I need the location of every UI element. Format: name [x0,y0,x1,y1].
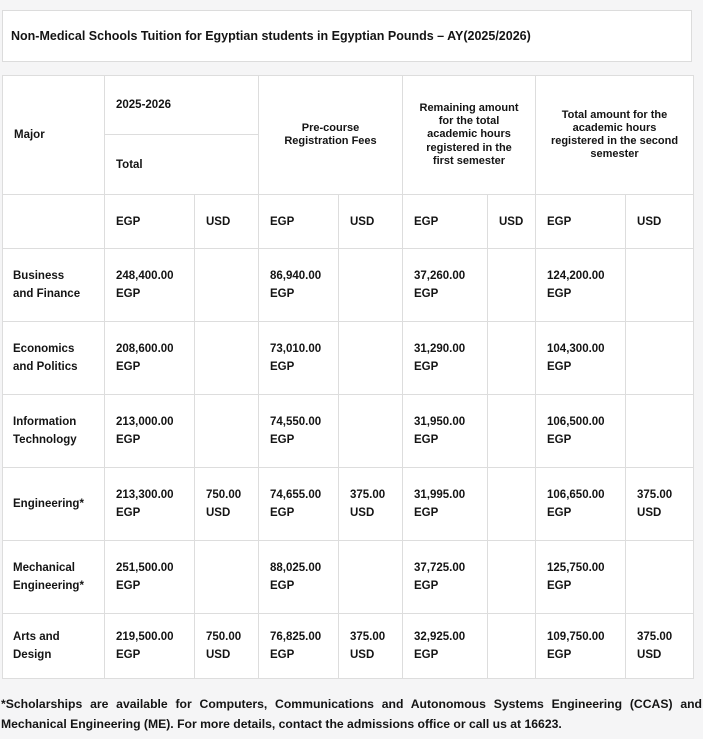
currency-header-usd-2: USD [339,195,403,249]
currency-header-egp-1: EGP [105,195,195,249]
amount-value: 208,600.00 [116,343,174,355]
header-total: Total [105,135,259,195]
amount-cell [195,322,259,395]
amount-value: 251,500.00 [116,562,174,574]
amount-currency: EGP [270,649,295,661]
amount-currency: EGP [414,288,439,300]
amount-cell [105,322,195,395]
amount-cell [536,395,626,468]
amount-currency: EGP [270,361,295,373]
amount-cell [339,249,403,322]
amount-currency: EGP [547,649,572,661]
amount-cell [488,249,536,322]
amount-cell [339,468,403,541]
major-cell: Economics and Politics [3,322,105,395]
amount-value: 750.00 [206,631,242,643]
table-row-engineering [3,468,694,541]
amount-value: 213,000.00 [116,416,174,428]
amount-currency: USD [350,649,375,661]
amount-currency: EGP [414,361,439,373]
amount-cell [403,322,488,395]
page-title: Non-Medical Schools Tuition for Egyptian students in Egyptian Pounds – AY(2025/2026) [11,29,531,43]
amount-cell [339,541,403,614]
amount-value: 86,940.00 [270,270,322,282]
amount-currency: USD [637,507,662,519]
amount-currency: EGP [414,649,439,661]
table-row-business-and-finance [3,249,694,322]
amount-value: 74,550.00 [270,416,322,428]
amount-cell [403,249,488,322]
amount-cell [403,395,488,468]
amount-currency: EGP [547,434,572,446]
amount-cell [488,395,536,468]
amount-currency: EGP [116,507,141,519]
tuition-table [2,75,694,679]
amount-value: 375.00 [637,489,673,501]
amount-currency: EGP [270,288,295,300]
amount-cell [105,614,195,679]
table-row-mechanical-engineering [3,541,694,614]
amount-currency: EGP [547,580,572,592]
amount-value: 31,950.00 [414,416,466,428]
amount-value: 31,995.00 [414,489,466,501]
title-card [2,10,692,62]
amount-cell [105,395,195,468]
amount-cell [536,322,626,395]
major-cell: Business and Finance [3,249,105,322]
amount-value: 248,400.00 [116,270,174,282]
amount-cell [259,541,339,614]
header-row-year [3,76,694,135]
header-pre-course-fees: Pre-course Registration Fees [259,76,403,195]
amount-currency: USD [637,649,662,661]
amount-currency: USD [206,507,231,519]
table-row-arts-and-design [3,614,694,679]
amount-currency: EGP [547,507,572,519]
currency-header-row [3,195,694,249]
amount-cell [626,395,694,468]
amount-cell [195,395,259,468]
amount-value: 109,750.00 [547,631,605,643]
amount-value: 37,260.00 [414,270,466,282]
amount-currency: EGP [116,288,141,300]
amount-cell [488,468,536,541]
amount-value: 74,655.00 [270,489,322,501]
scholarship-footnote: *Scholarships are available for Computers, Communications and Autonomous Systems Engineering (CCAS) and Mechanical Engineering (ME). For more details, contact the admissions office or call us at 16623. [1,697,702,731]
header-total-second-semester: Total amount for the academic hours registered in the second semester [536,76,694,195]
amount-currency: EGP [116,434,141,446]
amount-cell [403,614,488,679]
major-cell: Engineering* [3,468,105,541]
amount-currency: USD [350,507,375,519]
amount-currency: EGP [270,507,295,519]
amount-value: 124,200.00 [547,270,605,282]
amount-cell [488,614,536,679]
amount-currency: EGP [270,434,295,446]
currency-header-egp-3: EGP [403,195,488,249]
currency-header-usd-4: USD [626,195,694,249]
amount-value: 106,500.00 [547,416,605,428]
major-cell: Information Technology [3,395,105,468]
amount-currency: EGP [116,580,141,592]
amount-cell [259,395,339,468]
amount-cell [403,468,488,541]
amount-cell [339,395,403,468]
amount-value: 31,290.00 [414,343,466,355]
amount-value: 375.00 [637,631,673,643]
amount-cell [488,322,536,395]
amount-currency: EGP [270,580,295,592]
amount-cell [259,249,339,322]
amount-cell [105,541,195,614]
header-major: Major [3,76,105,195]
amount-cell [626,249,694,322]
page [0,10,703,734]
amount-currency: EGP [414,507,439,519]
amount-currency: EGP [414,580,439,592]
currency-header-empty [3,195,105,249]
amount-cell [626,541,694,614]
header-remaining-first-semester: Remaining amount for the total academic hours registered in the first semester [403,76,536,195]
amount-cell [195,468,259,541]
amount-currency: EGP [547,361,572,373]
amount-cell [105,468,195,541]
amount-cell [626,614,694,679]
amount-value: 125,750.00 [547,562,605,574]
major-cell: Arts and Design [3,614,105,679]
amount-cell [403,541,488,614]
amount-value: 104,300.00 [547,343,605,355]
amount-cell [259,614,339,679]
amount-value: 37,725.00 [414,562,466,574]
amount-currency: EGP [547,288,572,300]
amount-currency: EGP [116,361,141,373]
table-row-information-technology [3,395,694,468]
amount-cell [536,249,626,322]
amount-cell [105,249,195,322]
amount-cell [536,541,626,614]
amount-cell [488,541,536,614]
amount-cell [195,541,259,614]
table-row-economics-and-politics [3,322,694,395]
amount-cell [195,249,259,322]
amount-value: 106,650.00 [547,489,605,501]
amount-value: 73,010.00 [270,343,322,355]
currency-header-usd-1: USD [195,195,259,249]
amount-value: 375.00 [350,489,386,501]
amount-currency: USD [206,649,231,661]
amount-cell [259,322,339,395]
amount-value: 375.00 [350,631,386,643]
amount-cell [626,322,694,395]
amount-cell [195,614,259,679]
currency-header-egp-4: EGP [536,195,626,249]
amount-value: 219,500.00 [116,631,174,643]
amount-cell [339,614,403,679]
amount-value: 32,925.00 [414,631,466,643]
currency-header-egp-2: EGP [259,195,339,249]
amount-cell [339,322,403,395]
amount-cell [259,468,339,541]
amount-currency: EGP [116,649,141,661]
amount-cell [536,468,626,541]
amount-value: 88,025.00 [270,562,322,574]
amount-currency: EGP [414,434,439,446]
amount-value: 76,825.00 [270,631,322,643]
major-cell: Mechanical Engineering* [3,541,105,614]
header-academic-year: 2025-2026 [105,76,259,135]
amount-cell [626,468,694,541]
amount-value: 213,300.00 [116,489,174,501]
amount-cell [536,614,626,679]
amount-value: 750.00 [206,489,242,501]
currency-header-usd-3: USD [488,195,536,249]
